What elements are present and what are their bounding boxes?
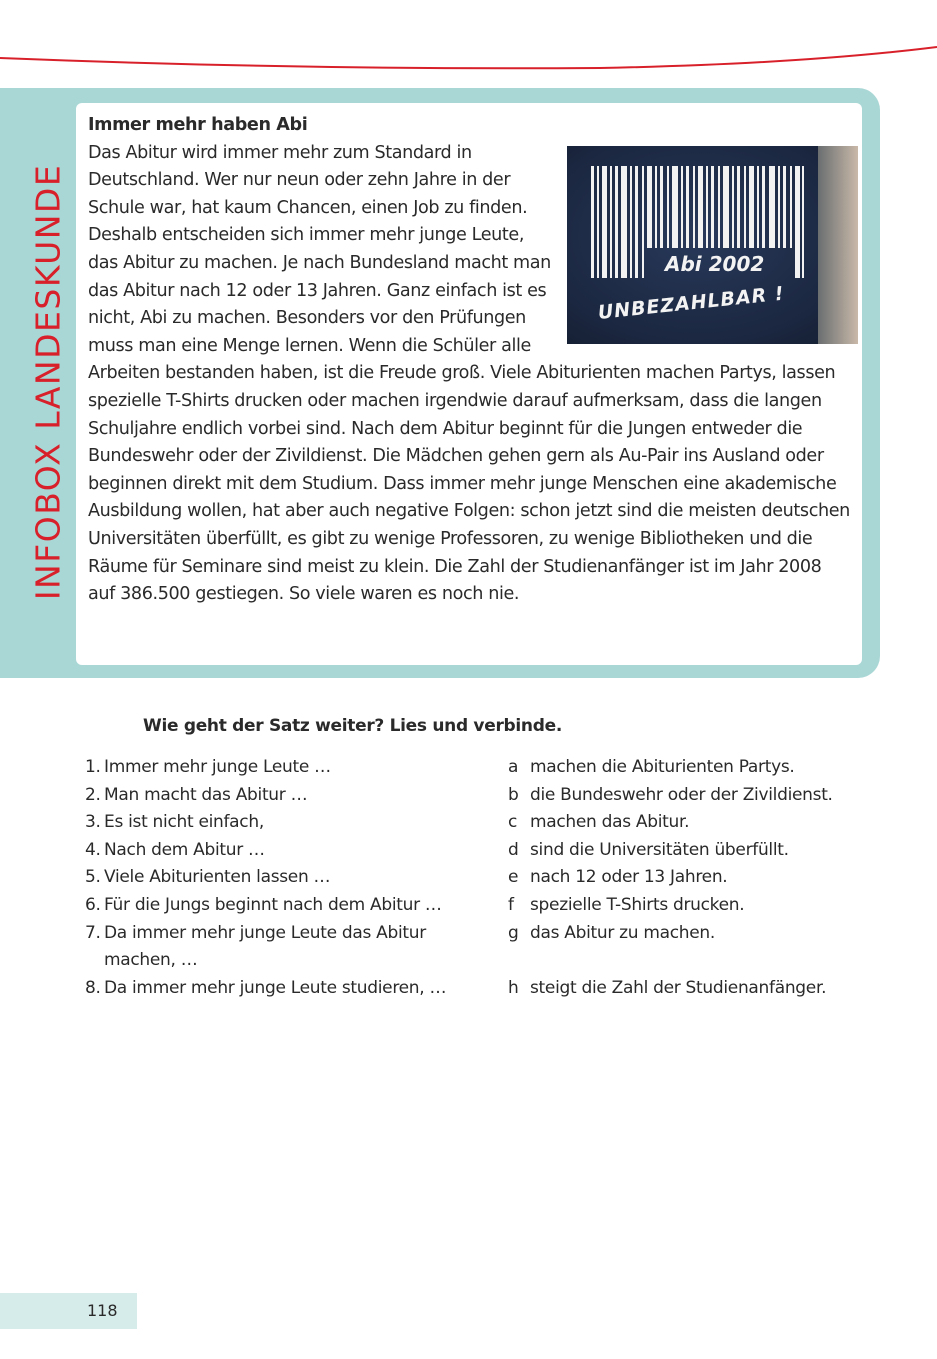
item-letter: h [508, 977, 519, 998]
photo-abi-label: Abi 2002 [665, 251, 765, 276]
item-text: Da immer mehr junge Leute das Abitur machen, … [104, 922, 426, 971]
item-text: Für die Jungs beginnt nach dem Abitur … [104, 894, 442, 915]
list-item [508, 837, 908, 865]
item-letter: b [508, 784, 519, 805]
page-number: 118 [87, 1301, 118, 1320]
photo-unbezahlbar-label: UNBEZAHLBAR ! [596, 282, 786, 324]
item-number: 8. [85, 977, 101, 998]
item-text: Nach dem Abitur … [104, 839, 265, 860]
item-text: Immer mehr junge Leute … [104, 757, 331, 777]
list-item [508, 920, 908, 948]
list-item [85, 864, 495, 892]
item-letter: d [508, 839, 519, 860]
item-text: machen die Abiturienten Partys. [530, 757, 795, 777]
item-number: 3. [85, 812, 101, 833]
list-item [508, 809, 908, 837]
item-text: sind die Universitäten überfüllt. [530, 839, 789, 860]
list-item [508, 864, 908, 892]
infobox-text: Das Abitur wird immer mehr zum Standard in Deutschland. Wer nur neun oder zehn Jahre in der Schule war, hat kaum Chancen, einen Job zu finden. Deshalb entscheiden sich immer mehr junge Leute, das Abitur zu machen. Je nach Bundesland macht man das Abitur nach 12 oder 13 Jahren. Ganz einfach ist es nicht, Abi zu machen. Besonders vor den Prüfungen muss man eine Menge lernen. Wenn die Schüler alle Arbeiten bestanden haben, ist die Freude groß. Viele Abiturienten machen Partys, lassen spezielle T-Shirts drucken oder machen irgendwie darauf aufmerksam, dass die langen Schuljahre endlich vorbei sind. Nach dem Abitur beginnt für die Jungen entweder die Bundeswehr oder der Zivildienst. Die Mädchen gehen gern als Au-Pair ins Ausland oder beginnen direkt mit dem Studium. Dass immer mehr junge Menschen eine akademische Ausbildung wollen, hat aber auch negative Folgen: schon jetzt sind die meisten deutschen Universitäten überfüllt, es gibt zu wenige Professoren, zu wenige Bibliotheken und die Räume für Seminare sind meist zu klein. Die Zahl der Studienanfänger ist im Jahr 2008 auf 386.500 gestiegen. So viele waren es noch nie. [88, 142, 850, 605]
item-text: Man macht das Abitur … [104, 784, 308, 805]
item-text: steigt die Zahl der Studienanfänger. [530, 977, 827, 998]
item-number: 4. [85, 839, 101, 860]
item-letter: g [508, 922, 519, 943]
list-item [508, 975, 908, 1003]
sentence-endings-list [508, 754, 908, 1002]
list-item [85, 837, 495, 865]
exercise-instruction: Wie geht der Satz weiter? Lies und verbinde. [143, 716, 562, 736]
item-letter: a [508, 757, 519, 777]
list-item [85, 975, 495, 1003]
item-text: spezielle T-Shirts drucken. [530, 894, 745, 915]
list-item [85, 920, 464, 975]
item-text: Es ist nicht einfach, [104, 812, 264, 833]
item-letter: e [508, 867, 519, 888]
item-letter: c [508, 812, 518, 833]
infobox-title: Immer mehr haben Abi [88, 115, 308, 135]
item-number: 2. [85, 784, 101, 805]
list-item [85, 809, 495, 837]
list-item [508, 892, 908, 920]
abi-shirt-photo [567, 146, 858, 344]
header-rule [0, 40, 937, 80]
list-item [508, 754, 908, 782]
item-text: nach 12 oder 13 Jahren. [530, 867, 728, 888]
item-text: Viele Abiturienten lassen … [104, 867, 331, 888]
item-text: das Abitur zu machen. [530, 922, 715, 943]
item-number: 7. [85, 922, 101, 943]
list-item [85, 754, 495, 782]
infobox-content [88, 112, 853, 609]
item-number: 1. [85, 757, 101, 777]
infobox-vertical-label: INFOBOX LANDESKUNDE [28, 163, 68, 601]
list-item [85, 892, 495, 920]
photo-background [818, 146, 858, 344]
item-letter: f [508, 894, 514, 915]
list-item [508, 782, 908, 810]
item-text: Da immer mehr junge Leute studieren, … [104, 977, 447, 998]
item-number: 5. [85, 867, 101, 888]
sentence-starts-list [85, 754, 495, 1002]
item-text: machen das Abitur. [530, 812, 690, 833]
item-text: die Bundeswehr oder der Zivildienst. [530, 784, 833, 805]
item-number: 6. [85, 894, 101, 915]
list-item [85, 782, 495, 810]
